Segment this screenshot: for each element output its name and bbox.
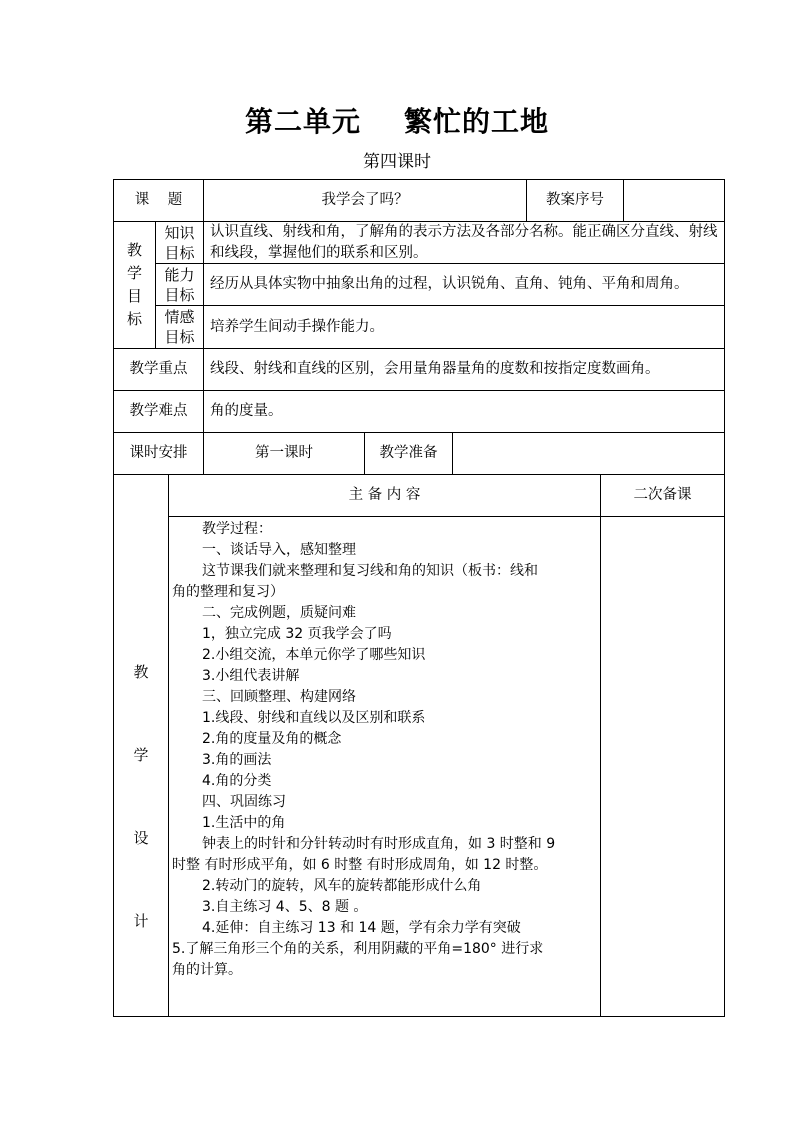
schedule-label: 课时安排 <box>129 445 188 461</box>
plan-number-value <box>624 180 724 221</box>
main-content-header: 主 备 内 容 <box>348 487 421 503</box>
content-line: 教学过程： <box>202 521 272 537</box>
ability-goal-label: 能力 目标 <box>164 265 195 304</box>
content-line: 1.生活中的角 <box>202 815 286 831</box>
content-line: 1，独立完成 32 页我学会了吗 <box>202 626 392 642</box>
design-label: 教 学 设 计 <box>133 663 149 930</box>
second-prep-content <box>601 517 724 1016</box>
page-subtitle: 第四课时 <box>363 152 431 172</box>
content-line: 2.角的度量及角的概念 <box>202 731 342 747</box>
emotion-goal-label: 情感 目标 <box>164 308 195 346</box>
content-line: 四、巩固练习 <box>202 794 286 810</box>
content-line: 钟表上的时针和分针转动时有时形成直角，如 3 时整和 9 <box>202 836 556 852</box>
prep-value <box>453 433 724 474</box>
knowledge-goal-text: 认识直线、射线和角，了解角的表示方法及各部分名称。能正确区分直线、射线和线段，掌握他们的联系和区别。 <box>210 224 718 261</box>
schedule-value: 第一课时 <box>255 445 313 461</box>
topic-label: 课 题 <box>134 192 183 208</box>
goals-label: 教 学 目 标 <box>126 241 142 328</box>
content-line: 三、回顾整理、构建网络 <box>202 689 356 705</box>
content-line: 4.延伸：自主练习 13 和 14 题，学有余力学有突破 <box>202 920 521 936</box>
emotion-goal-text: 培养学生间动手操作能力。 <box>210 318 384 335</box>
content-line: 角的计算。 <box>172 962 242 978</box>
key-points-label: 教学重点 <box>129 361 188 377</box>
content-line: 1.线段、射线和直线以及区别和联系 <box>202 710 426 726</box>
content-line: 一、谈话导入，感知整理 <box>202 542 356 558</box>
difficulty-text: 角的度量。 <box>210 403 283 419</box>
second-prep-header: 二次备课 <box>633 487 692 503</box>
plan-number-label: 教案序号 <box>546 192 604 208</box>
knowledge-goal-label: 知识 目标 <box>164 223 195 262</box>
topic-value: 我学会了吗？ <box>321 192 409 208</box>
content-line: 时整 有时形成平角，如 6 时整 有时形成周角，如 12 时整。 <box>172 857 548 873</box>
content-line: 3.自主练习 4、5、8 题 。 <box>202 899 368 915</box>
content-line: 2.转动门的旋转，风车的旋转都能形成什么角 <box>202 878 482 894</box>
content-line: 5.了解三角形三个角的关系，利用阴藏的平角=180° 进行求 <box>172 941 544 957</box>
content-line: 4.角的分类 <box>202 773 272 789</box>
prep-label: 教学准备 <box>379 445 438 461</box>
content-line: 2.小组交流，本单元你学了哪些知识 <box>202 647 426 663</box>
page-title: 第二单元 繁忙的工地 <box>245 105 549 138</box>
difficulty-label: 教学难点 <box>129 403 188 419</box>
content-line: 3.角的画法 <box>202 752 272 768</box>
content-line: 角的整理和复习） <box>172 584 284 600</box>
content-line: 二、完成例题，质疑问难 <box>202 605 356 621</box>
content-line: 这节课我们就来整理和复习线和角的知识（板书：线和 <box>202 563 538 579</box>
content-line: 3.小组代表讲解 <box>202 668 300 684</box>
teaching-process-content <box>172 519 598 981</box>
ability-goal-text: 经历从具体实物中抽象出角的过程，认识锐角、直角、钝角、平角和周角。 <box>210 276 689 292</box>
key-points-text: 线段、射线和直线的区别，会用量角器量角的度数和按指定度数画角。 <box>210 361 660 377</box>
